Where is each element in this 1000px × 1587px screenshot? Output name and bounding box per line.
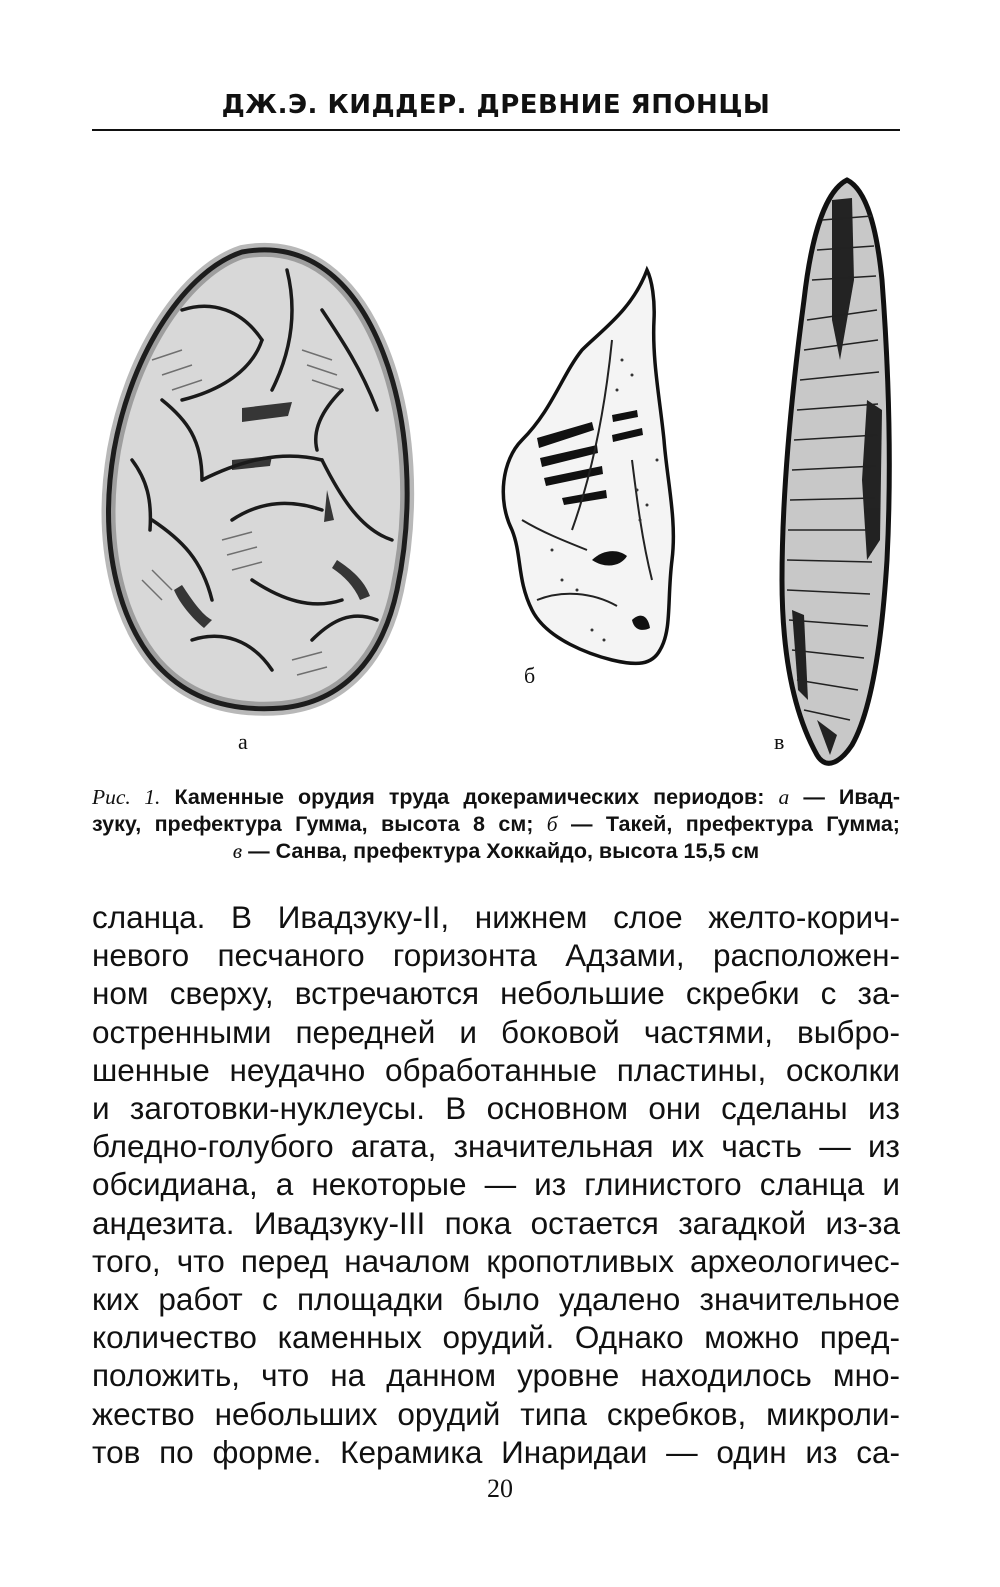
body-line: остренными передней и боковой частями, выбро-: [92, 1013, 900, 1050]
header-rule: [92, 129, 900, 131]
caption-text-1: Каменные орудия труда докерамических периодов:: [174, 785, 765, 809]
body-line: андезита. Ивадзуку-III пока остается загадкой из-за: [92, 1204, 900, 1241]
caption-prefix: Рис. 1.: [92, 785, 161, 809]
caption-line-1: [92, 784, 900, 811]
caption-marker-v: в: [232, 839, 243, 863]
caption-text-2-rest: — Такей, префектура Гумма;: [571, 812, 900, 836]
body-line: невого песчаного горизонта Адзами, расположен-: [92, 937, 900, 974]
body-line: бледно-голубого агата, значительная их часть — из: [92, 1128, 900, 1165]
body-line: количество каменных орудий. Однако можно пред-: [92, 1319, 900, 1356]
body-paragraph: [92, 898, 900, 1471]
caption-marker-b: б: [546, 812, 558, 836]
body-line: сланца. В Ивадзуку-II, нижнем слое желто-корич-: [92, 899, 900, 935]
stone-tool-b-illustration: [503, 270, 673, 663]
figure-label-a: а: [238, 729, 248, 754]
caption-marker-a: а: [778, 785, 790, 809]
body-line: и заготовки-нуклеусы. В основном они сделаны из: [92, 1090, 900, 1127]
figure-label-b: б: [524, 663, 536, 688]
caption-text-2: зуку, префектура Гумма, высота 8 см;: [92, 812, 534, 836]
body-line: ном сверху, встречаются небольшие скребки с за-: [92, 975, 900, 1012]
body-line: обсидиана, а некоторые — из глинистого сланца и: [92, 1166, 900, 1203]
body-line: жество небольших орудий типа скребков, микроли-: [92, 1395, 900, 1432]
running-header: ДЖ.Э. КИДДЕР. ДРЕВНИЕ ЯПОНЦЫ: [221, 90, 771, 120]
figure-stone-tools: [92, 160, 900, 780]
body-line: того, что перед началом кропотливых археологичес-: [92, 1242, 900, 1279]
caption-line-2: [92, 811, 900, 838]
body-line: ких работ с площадки было удалено значительное: [92, 1281, 900, 1318]
figure-caption: [92, 784, 900, 865]
caption-text-3-rest: — Санва, префектура Хоккайдо, высота 15,5 см: [248, 839, 760, 863]
stone-tool-a-illustration: [109, 250, 408, 709]
page-number: 20: [487, 1474, 513, 1503]
body-line: положить, что на данном уровне находилось мно-: [92, 1357, 900, 1394]
caption-text-1-rest: — Ивад-: [803, 785, 901, 809]
stone-tool-c-illustration: [782, 180, 889, 763]
caption-line-3: [92, 838, 900, 865]
body-line: тов по форме. Керамика Инаридаи — один из са-: [92, 1433, 900, 1470]
body-line: шенные неудачно обработанные пластины, осколки: [92, 1051, 900, 1088]
figure-label-v: в: [774, 729, 785, 754]
